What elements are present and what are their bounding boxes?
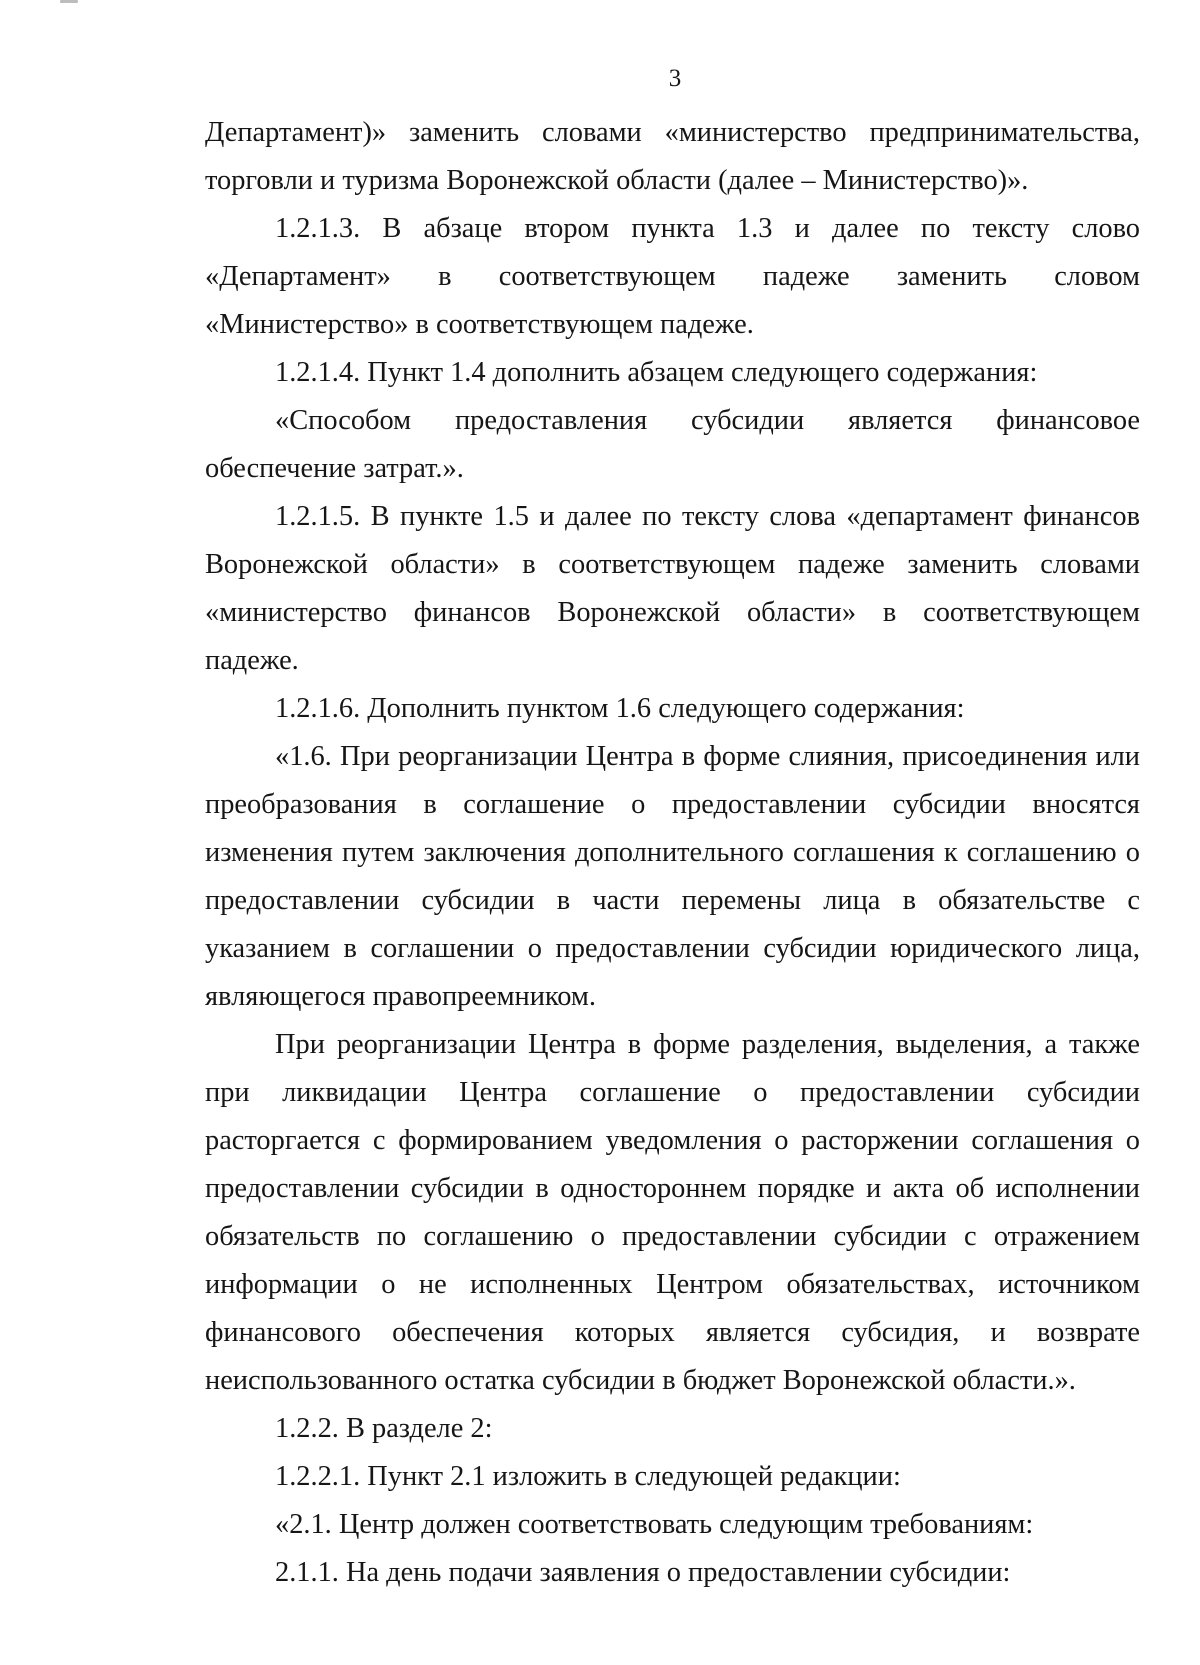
paragraph-liquidation: При реорганизации Центра в форме разделения, выделения, а также при ликвидации Центра соглашение о предоставлении субсидии расторгается с формированием уведомления о расторжении соглашения о предоставлении субсидии в одностороннем порядке и акта об исполнении обязательств по соглашению о предоставлении субсидии с отражением информации о не исполненных Центром обязательствах, источником финансового обеспечения которых является субсидия, и возврате неиспользованного остатка субсидии в бюджет Воронежской области.».	[205, 1029, 1140, 1396]
paragraph-1-2-1-5: 1.2.1.5. В пункте 1.5 и далее по тексту слова «департамент финансов Воронежской области» в соответствующем падеже заменить словами «министерство финансов Воронежской области» в соответствующем падеже.	[205, 501, 1140, 676]
document-body	[205, 109, 1140, 1597]
page-number: 3	[668, 65, 682, 92]
paragraph-1-2-1-3: 1.2.1.3. В абзаце втором пункта 1.3 и далее по тексту слово «Департамент» в соответствующем падеже заменить словом «Министерство» в соответствующем падеже.	[205, 213, 1140, 340]
paragraph-2-1: «2.1. Центр должен соответствовать следующим требованиям:	[275, 1509, 1034, 1540]
scan-edge-mark	[60, 0, 78, 3]
paragraph-1-2-1-4: 1.2.1.4. Пункт 1.4 дополнить абзацем следующего содержания:	[275, 357, 1038, 388]
paragraph-1-2-1-6: 1.2.1.6. Дополнить пунктом 1.6 следующего содержания:	[275, 693, 965, 724]
paragraph-1-2-2: 1.2.2. В разделе 2:	[275, 1413, 493, 1444]
paragraph-1-2-2-1: 1.2.2.1. Пункт 2.1 изложить в следующей редакции:	[275, 1461, 901, 1492]
paragraph-quote-method: «Способом предоставления субсидии является финансовое обеспечение затрат.».	[205, 405, 1140, 484]
paragraph-2-1-1: 2.1.1. На день подачи заявления о предоставлении субсидии:	[275, 1557, 1011, 1588]
paragraph-1-6-reorganization: «1.6. При реорганизации Центра в форме слияния, присоединения или преобразования в соглашение о предоставлении субсидии вносятся изменения путем заключения дополнительного соглашения к соглашению о предоставлении субсидии в части перемены лица в обязательстве с указанием в соглашении о предоставлении субсидии юридического лица, являющегося правопреемником.	[205, 741, 1140, 1012]
paragraph-continuation: Департамент)» заменить словами «министерство предпринимательства, торговли и туризма Воронежской области (далее – Министерство)».	[205, 117, 1140, 196]
